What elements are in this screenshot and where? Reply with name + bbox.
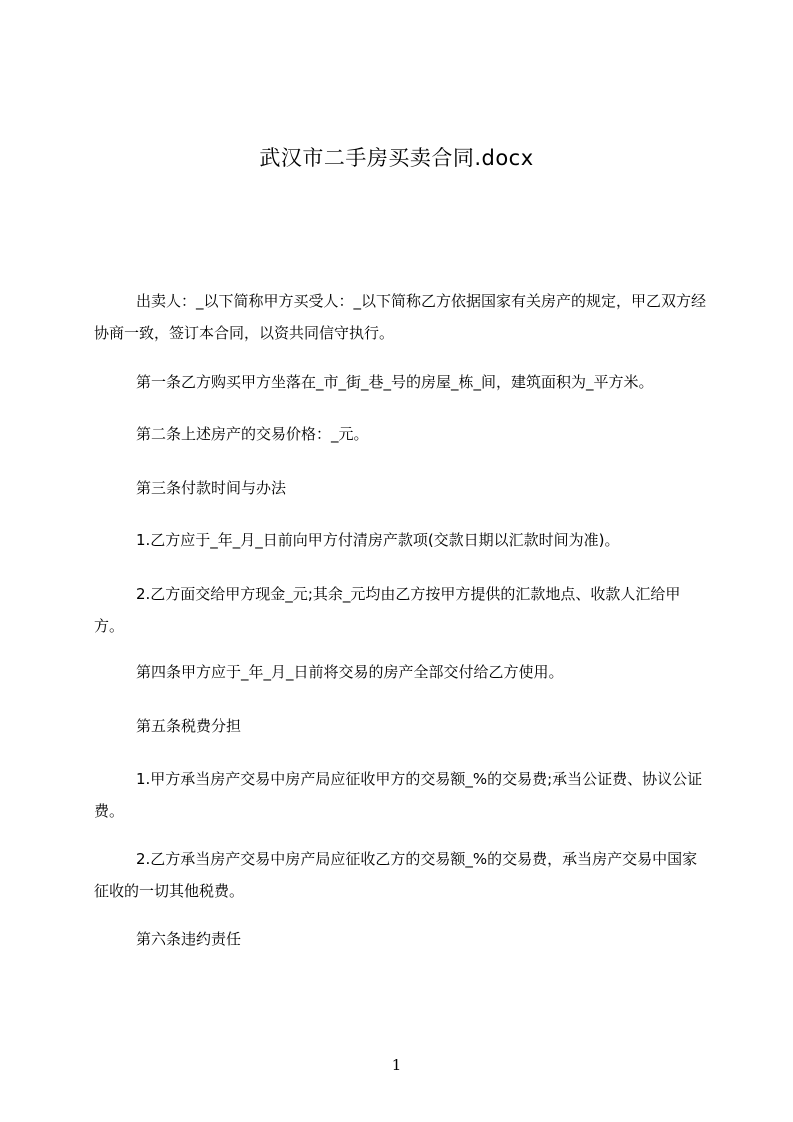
paragraph-article-3-item-1: 1.乙方应于_年_月_日前向甲方付清房产款项(交款日期以汇款时间为准)。 [136, 531, 620, 549]
paragraph-article-6-heading: 第六条违约责任 [136, 930, 242, 948]
paragraph-article-3-heading: 第三条付款时间与办法 [136, 479, 287, 497]
document-title: 武汉市二手房买卖合同.docx [259, 146, 534, 170]
paragraph-article-5-heading: 第五条税费分担 [136, 717, 242, 735]
paragraph-article-4: 第四条甲方应于_年_月_日前将交易的房产全部交付给乙方使用。 [136, 663, 564, 681]
paragraph-article-3-item-2: 2.乙方面交给甲方现金_元;其余_元均由乙方按甲方提供的汇款地点、收款人汇给甲方。 [94, 585, 681, 635]
paragraph-article-5-item-1: 1.甲方承当房产交易中房产局应征收甲方的交易额_%的交易费;承当公证费、协议公证费。 [94, 770, 703, 820]
paragraph-article-1: 第一条乙方购买甲方坐落在_市_街_巷_号的房屋_栋_间，建筑面积为_平方米。 [136, 373, 654, 391]
page-number: 1 [391, 1056, 402, 1074]
paragraph-article-5-item-2: 2.乙方承当房产交易中房产局应征收乙方的交易额_%的交易费，承当房产交易中国家征收的一切其他税费。 [94, 850, 698, 900]
paragraph-article-2: 第二条上述房产的交易价格：_元。 [136, 425, 369, 443]
paragraph-parties: 出卖人：_以下简称甲方买受人：_以下简称乙方依据国家有关房产的规定，甲乙双方经协商一致，签订本合同，以资共同信守执行。 [94, 292, 707, 342]
